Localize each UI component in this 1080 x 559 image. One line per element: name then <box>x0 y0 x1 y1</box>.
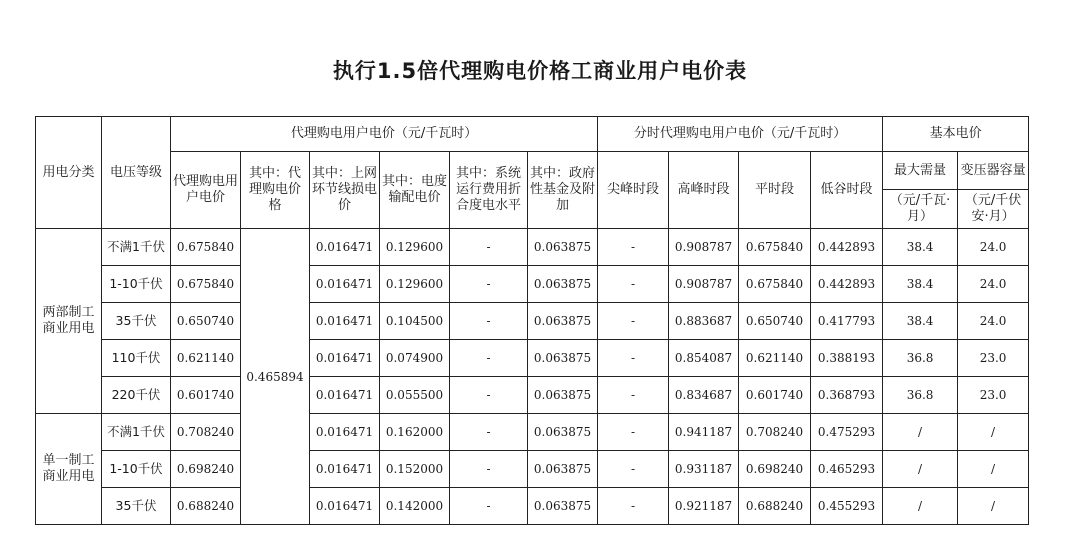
voltage-cell: 35千伏 <box>102 303 171 340</box>
sharp-peak-cell: - <box>598 377 669 414</box>
loss-price-cell: 0.016471 <box>310 488 380 525</box>
max-demand-cell: 36.8 <box>883 377 958 414</box>
valley-cell: 0.417793 <box>811 303 883 340</box>
transformer-cell: / <box>958 414 1029 451</box>
table-row <box>36 414 1029 451</box>
header-voltage: 电压等级 <box>102 117 171 229</box>
system-cost-cell: - <box>450 488 528 525</box>
fund-cell: 0.063875 <box>528 451 598 488</box>
max-demand-cell: / <box>883 414 958 451</box>
system-cost-cell: - <box>450 414 528 451</box>
voltage-cell: 1-10千伏 <box>102 266 171 303</box>
system-cost-cell: - <box>450 266 528 303</box>
voltage-cell: 1-10千伏 <box>102 451 171 488</box>
agent-price-cell: 0.601740 <box>171 377 241 414</box>
category-cell: 单一制工商业用电 <box>36 414 102 525</box>
flat-cell: 0.688240 <box>739 488 811 525</box>
agent-price-cell: 0.708240 <box>171 414 241 451</box>
fund-cell: 0.063875 <box>528 229 598 266</box>
system-cost-cell: - <box>450 451 528 488</box>
transformer-cell: 23.0 <box>958 340 1029 377</box>
flat-cell: 0.675840 <box>739 266 811 303</box>
header-max-demand: 最大需量 <box>883 152 958 190</box>
system-cost-cell: - <box>450 303 528 340</box>
fund-cell: 0.063875 <box>528 488 598 525</box>
fund-cell: 0.063875 <box>528 303 598 340</box>
transmission-price-cell: 0.142000 <box>380 488 450 525</box>
header-flat: 平时段 <box>739 152 811 229</box>
agent-price-cell: 0.621140 <box>171 340 241 377</box>
system-cost-cell: - <box>450 229 528 266</box>
voltage-cell: 35千伏 <box>102 488 171 525</box>
peak-cell: 0.834687 <box>669 377 739 414</box>
peak-cell: 0.941187 <box>669 414 739 451</box>
header-group-basic: 基本电价 <box>883 117 1029 152</box>
header-group-tou: 分时代理购电用户电价（元/千瓦时） <box>598 117 883 152</box>
transformer-cell: 24.0 <box>958 303 1029 340</box>
agent-price-cell: 0.675840 <box>171 229 241 266</box>
header-transformer-unit: （元/千伏安·月） <box>958 190 1029 229</box>
valley-cell: 0.442893 <box>811 266 883 303</box>
flat-cell: 0.621140 <box>739 340 811 377</box>
table-row <box>36 340 1029 377</box>
header-group-agent: 代理购电用户电价（元/千瓦时） <box>171 117 598 152</box>
transformer-cell: / <box>958 488 1029 525</box>
voltage-cell: 220千伏 <box>102 377 171 414</box>
table-row <box>36 451 1029 488</box>
transmission-price-cell: 0.074900 <box>380 340 450 377</box>
header-of-which-agent: 其中：代理购电价格 <box>241 152 310 229</box>
fund-cell: 0.063875 <box>528 377 598 414</box>
max-demand-cell: 38.4 <box>883 229 958 266</box>
max-demand-cell: 38.4 <box>883 266 958 303</box>
sharp-peak-cell: - <box>598 451 669 488</box>
max-demand-cell: / <box>883 488 958 525</box>
peak-cell: 0.908787 <box>669 266 739 303</box>
transmission-price-cell: 0.162000 <box>380 414 450 451</box>
header-max-demand-unit: （元/千瓦·月） <box>883 190 958 229</box>
table-row <box>36 377 1029 414</box>
fund-cell: 0.063875 <box>528 266 598 303</box>
valley-cell: 0.442893 <box>811 229 883 266</box>
loss-price-cell: 0.016471 <box>310 303 380 340</box>
max-demand-cell: 38.4 <box>883 303 958 340</box>
sharp-peak-cell: - <box>598 229 669 266</box>
sharp-peak-cell: - <box>598 488 669 525</box>
flat-cell: 0.708240 <box>739 414 811 451</box>
sharp-peak-cell: - <box>598 340 669 377</box>
fund-cell: 0.063875 <box>528 340 598 377</box>
agent-price-cell: 0.650740 <box>171 303 241 340</box>
header-of-which-transmission: 其中：电度输配电价 <box>380 152 450 229</box>
peak-cell: 0.854087 <box>669 340 739 377</box>
agent-price-cell: 0.688240 <box>171 488 241 525</box>
valley-cell: 0.465293 <box>811 451 883 488</box>
transformer-cell: 24.0 <box>958 229 1029 266</box>
voltage-cell: 不满1千伏 <box>102 414 171 451</box>
valley-cell: 0.368793 <box>811 377 883 414</box>
header-peak: 高峰时段 <box>669 152 739 229</box>
header-sharp-peak: 尖峰时段 <box>598 152 669 229</box>
header-agent-price: 代理购电用户电价 <box>171 152 241 229</box>
page-title: 执行1.5倍代理购电价格工商业用户电价表 <box>332 59 748 83</box>
transmission-price-cell: 0.055500 <box>380 377 450 414</box>
table-row <box>36 303 1029 340</box>
loss-price-cell: 0.016471 <box>310 229 380 266</box>
header-transformer: 变压器容量 <box>958 152 1029 190</box>
table-row <box>36 488 1029 525</box>
flat-cell: 0.675840 <box>739 229 811 266</box>
agent-price-cell: 0.698240 <box>171 451 241 488</box>
peak-cell: 0.908787 <box>669 229 739 266</box>
loss-price-cell: 0.016471 <box>310 340 380 377</box>
transmission-price-cell: 0.129600 <box>380 229 450 266</box>
loss-price-cell: 0.016471 <box>310 377 380 414</box>
header-of-which-loss: 其中：上网环节线损电价 <box>310 152 380 229</box>
voltage-cell: 110千伏 <box>102 340 171 377</box>
system-cost-cell: - <box>450 340 528 377</box>
transformer-cell: 24.0 <box>958 266 1029 303</box>
max-demand-cell: / <box>883 451 958 488</box>
voltage-cell: 不满1千伏 <box>102 229 171 266</box>
transmission-price-cell: 0.104500 <box>380 303 450 340</box>
flat-cell: 0.650740 <box>739 303 811 340</box>
peak-cell: 0.883687 <box>669 303 739 340</box>
transformer-cell: / <box>958 451 1029 488</box>
agent-price-cell: 0.675840 <box>171 266 241 303</box>
valley-cell: 0.455293 <box>811 488 883 525</box>
transmission-price-cell: 0.129600 <box>380 266 450 303</box>
fund-cell: 0.063875 <box>528 414 598 451</box>
loss-price-cell: 0.016471 <box>310 451 380 488</box>
table-row <box>36 229 1029 266</box>
category-cell: 两部制工商业用电 <box>36 229 102 414</box>
header-valley: 低谷时段 <box>811 152 883 229</box>
flat-cell: 0.698240 <box>739 451 811 488</box>
sharp-peak-cell: - <box>598 414 669 451</box>
loss-price-cell: 0.016471 <box>310 414 380 451</box>
peak-cell: 0.931187 <box>669 451 739 488</box>
header-of-which-fund: 其中：政府性基金及附加 <box>528 152 598 229</box>
sharp-peak-cell: - <box>598 266 669 303</box>
header-of-which-system: 其中：系统运行费用折合度电水平 <box>450 152 528 229</box>
sharp-peak-cell: - <box>598 303 669 340</box>
max-demand-cell: 36.8 <box>883 340 958 377</box>
header-category: 用电分类 <box>36 117 102 229</box>
price-table <box>35 116 1029 525</box>
loss-price-cell: 0.016471 <box>310 266 380 303</box>
system-cost-cell: - <box>450 377 528 414</box>
table-row <box>36 266 1029 303</box>
valley-cell: 0.388193 <box>811 340 883 377</box>
shared-agent-price-cell: 0.465894 <box>241 229 310 525</box>
transmission-price-cell: 0.152000 <box>380 451 450 488</box>
flat-cell: 0.601740 <box>739 377 811 414</box>
valley-cell: 0.475293 <box>811 414 883 451</box>
peak-cell: 0.921187 <box>669 488 739 525</box>
transformer-cell: 23.0 <box>958 377 1029 414</box>
